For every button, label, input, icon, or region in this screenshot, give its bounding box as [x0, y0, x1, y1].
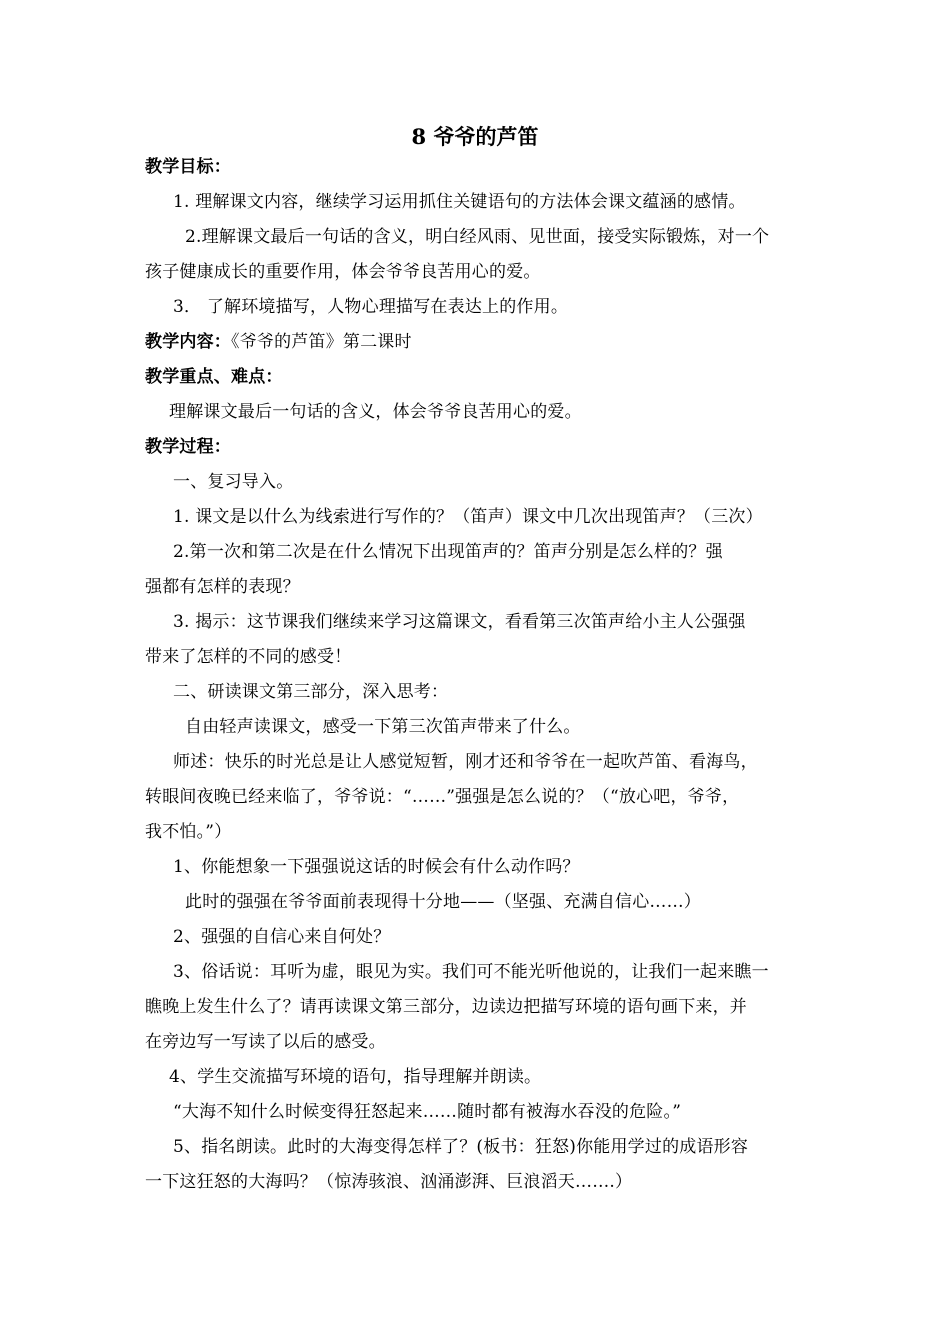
question-5-cont: 一下这狂怒的大海吗？（惊涛骇浪、汹涌澎湃、巨浪滔天…….） — [145, 1172, 633, 1192]
process-part-2: 二、研读课文第三部分，深入思考： — [173, 682, 449, 702]
objective-2: 2.理解课文最后一句话的含义，明白经风雨、见世面，接受实际锻炼，对一个 — [185, 227, 770, 247]
teaching-content-value: 《爷爷的芦笛》第二课时 — [231, 332, 412, 352]
document-title: 8 爷爷的芦笛 — [411, 124, 539, 149]
question-1-detail: 此时的强强在爷爷面前表现得十分地——（坚强、充满自信心……） — [185, 892, 701, 912]
question-4: 4、学生交流描写环境的语句，指导理解并朗读。 — [169, 1067, 542, 1087]
objective-1: 1. 理解课文内容，继续学习运用抓住关键语句的方法体会课文蕴涵的感情。 — [173, 192, 746, 212]
keypoints-text: 理解课文最后一句话的含义，体会爷爷良苦用心的爱。 — [169, 402, 582, 422]
document-body — [145, 150, 810, 1200]
process-part-1: 一、复习导入。 — [173, 472, 294, 492]
section-heading-process: 教学过程： — [145, 437, 231, 457]
teaching-content — [145, 325, 810, 360]
process-item-3-cont: 带来了怎样的不同的感受！ — [145, 647, 352, 667]
teacher-narration-cont-2: 我不怕。”） — [145, 822, 232, 842]
process-item-2: 2.第一次和第二次是在什么情况下出现笛声的？笛声分别是怎么样的？强 — [173, 542, 723, 562]
question-2: 2、强强的自信心来自何处？ — [173, 927, 391, 947]
question-5: 5、指名朗读。此时的大海变得怎样了？(板书：狂怒)你能用学过的成语形容 — [173, 1137, 749, 1157]
question-3-cont-2: 在旁边写一写读了以后的感受。 — [145, 1032, 386, 1052]
objective-3: 3． 了解环境描写，人物心理描写在表达上的作用。 — [173, 297, 569, 317]
section-heading-content: 教学内容： — [145, 332, 231, 352]
process-read-aloud: 自由轻声读课文，感受一下第三次笛声带来了什么。 — [185, 717, 581, 737]
quoted-sentence: “大海不知什么时候变得狂怒起来……随时都有被海水吞没的危险。” — [173, 1102, 682, 1122]
teacher-narration-cont-1: 转眼间夜晚已经来临了，爷爷说：“……”强强是怎么说的？（“放心吧，爷爷， — [145, 787, 740, 807]
question-3-cont-1: 瞧晚上发生什么了？请再读课文第三部分，边读边把描写环境的语句画下来，并 — [145, 997, 747, 1017]
objective-2-cont: 孩子健康成长的重要作用，体会爷爷良苦用心的爱。 — [145, 262, 541, 282]
process-item-2-cont: 强都有怎样的表现？ — [145, 577, 300, 597]
process-item-1: 1. 课文是以什么为线索进行写作的？（笛声）课文中几次出现笛声？（三次） — [173, 507, 763, 527]
teacher-narration: 师述：快乐的时光总是让人感觉短暂，刚才还和爷爷在一起吹芦笛、看海鸟， — [173, 752, 758, 772]
question-1: 1、你能想象一下强强说这话的时候会有什么动作吗？ — [173, 857, 580, 877]
question-3: 3、俗话说：耳听为虚，眼见为实。我们可不能光听他说的，让我们一起来瞧一 — [173, 962, 769, 982]
section-heading-keypoints: 教学重点、难点： — [145, 367, 283, 387]
process-item-3: 3. 揭示：这节课我们继续来学习这篇课文，看看第三次笛声给小主人公强强 — [173, 612, 746, 632]
section-heading-objectives: 教学目标： — [145, 157, 231, 177]
